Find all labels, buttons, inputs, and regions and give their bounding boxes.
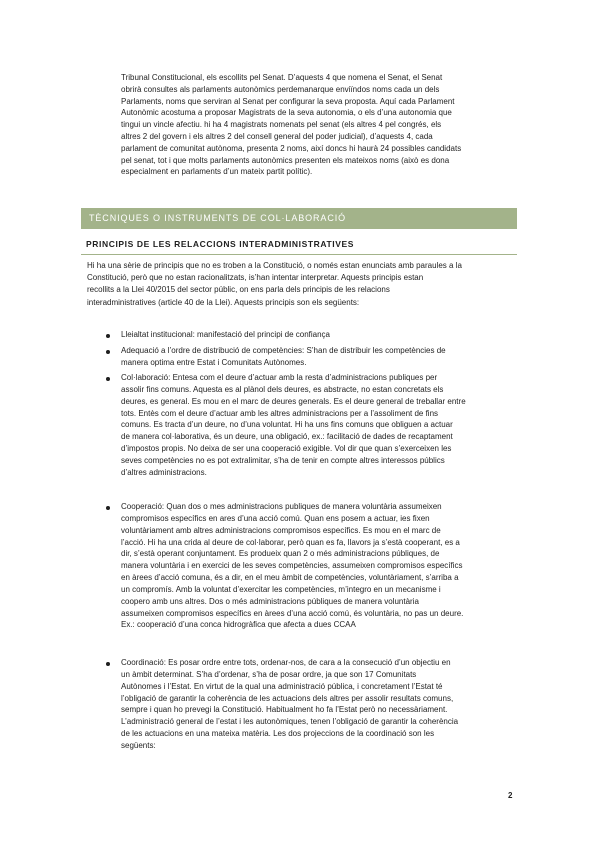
list-item xyxy=(121,329,521,341)
list-item-line: l’acció. Hi ha una crida al deure de col·laborar, però quan es fa, llavors ja s’està cooperant, es a xyxy=(121,537,460,547)
bullet-icon xyxy=(106,506,110,510)
paragraph-line: obrirà consultes als parlaments autonòmics perdemanarque enviïndos noms cada un dels xyxy=(121,84,440,94)
paragraph-line: altres 2 del govern i els altres 2 del consell general del poder judicial), d’aquests 4, cada xyxy=(121,131,433,141)
section-heading xyxy=(81,208,517,229)
paragraph-line: recollits a la Llei 40/2015 del sector públic, on ens parla dels principis de les relacions xyxy=(87,285,390,295)
list-item-line: Autònomes i l’Estat. En virtut de la qual una administració pública, i concretament l’Estat té xyxy=(121,681,443,691)
list-item-line: manera optima entre Estat i Comunitats Autònomes. xyxy=(121,357,307,367)
list-item-line: voluntàriament amb altres administracions compromisos específics. Es mou en el marc de xyxy=(121,525,441,535)
subsection-heading xyxy=(81,236,517,255)
list-item xyxy=(121,372,521,479)
list-item-line: Lleialtat institucional: manifestació del principi de confiança xyxy=(121,330,331,339)
paragraph-line: parlament de comunitat autònoma, presenta 2 noms, així doncs hi haurà 24 possibles candidats xyxy=(121,143,462,153)
list-item xyxy=(121,345,521,369)
section-heading-text: TÈCNIQUES O INSTRUMENTS DE COL·LABORACIÓ xyxy=(89,213,347,223)
top-paragraph xyxy=(121,72,516,178)
list-item xyxy=(121,657,521,752)
paragraph-line: interadministratives (article 40 de la Llei). Aquests principis son els següents: xyxy=(87,297,360,307)
list-item-line: l’obligació de garantir la coherència de les actuacions dels altres per assolir resultats comuns, xyxy=(121,693,454,703)
list-item-line: de manera col·laborativa, és un deure, una obligació, ex.: facilitació de dades de recaptament xyxy=(121,432,453,442)
list-item-line: Cooperació: Quan dos o mes administracions publiques de manera voluntària assumeixen xyxy=(121,502,442,511)
list-item-line: sempre i quan ho prevegi la Constitució. Habitualment ho fa l’Estat però no necessàriament. xyxy=(121,705,448,715)
bullet-icon xyxy=(106,662,110,666)
list-item-line: coopero amb uns altres. Dos o més administracions públiques de manera voluntària xyxy=(121,596,419,606)
list-item-line: seves competències no es pot extralimitar, s’ha de tenir en compte altres interessos públics xyxy=(121,455,445,465)
list-item-line: de les actuacions en una mateixa matèria. Les dos projeccions de la coordinació son les xyxy=(121,729,435,739)
list-item-line: Col·laboració: Entesa com el deure d’actuar amb la resta d’administracions publiques per xyxy=(121,373,438,382)
bullet-icon xyxy=(106,334,110,338)
paragraph-line: especialment en parlaments d’un mateix partit polític). xyxy=(121,167,313,177)
list-item-line: manera voluntària i en exercici de les seves competències, assumeixen compromisos específics xyxy=(121,561,463,571)
bullet-icon xyxy=(106,350,110,354)
intro-paragraph xyxy=(87,260,517,309)
paragraph-line: tingui un vincle afectiu. hi ha 4 magistrats nomenats pel senat (els altres 4 pel congrés, els xyxy=(121,120,442,130)
list-item-line: dir, s’està operant conjuntament. Es produeix quan 2 o més administracions públiques, de xyxy=(121,549,440,559)
paragraph-line: Parlaments, noms que serviran al Senat per configurar la seva proposta. Aquí cada Parlament xyxy=(121,96,455,106)
bullet-icon xyxy=(106,377,110,381)
paragraph-line: Tribunal Constitucional, els escollits pel Senat. D’aquests 4 que nomena el Senat, el Senat xyxy=(121,73,443,82)
list-item xyxy=(121,501,521,631)
page-number: 2 xyxy=(508,791,513,800)
subsection-heading-text: PRINCIPIS DE LES RELACCIONS INTERADMINISTRATIVES xyxy=(86,239,355,249)
paragraph-line: Constitució, però que no estan racionalitzats, is’han intentar interpretar. Aquests principis estan xyxy=(87,273,424,283)
paragraph-line: Autonòmic acostuma a proposar Magistrats de la seva autonomia, o els d’una autonomia que xyxy=(121,108,452,118)
list-item-line: un compromís. Amb la voluntat d’exercitar les competències, m’integro en un mecanisme i xyxy=(121,584,441,594)
list-item-line: assolir fins comuns. Aquesta es al plànol dels deures, es abstracte, no estan concretats els xyxy=(121,384,444,394)
list-item-line: assumeixen compromisos específics en àrees d’una acció comú, és voluntària, no pas un deure. xyxy=(121,608,464,618)
list-item-line: Coordinació: Es posar ordre entre tots, ordenar-nos, de cara a la consecució d’un objectiu en xyxy=(121,658,451,667)
list-item-line: deures, es general. Es mou en el marc de deures generals. Es el deure general de treballar entre xyxy=(121,396,466,406)
list-item-line: Adequació a l’ordre de distribució de competències: S’han de distribuir les competències de xyxy=(121,346,446,355)
paragraph-line: pel senat, tot i que molts parlaments autonòmics presenten els mateixos noms (això es dona xyxy=(121,155,450,165)
list-item-line: tots. Entès com el deure d’actuar amb les altres administracions per a l’assoliment de fins xyxy=(121,408,439,418)
list-item-line: d’impostos propis. No deixa de ser una cooperació exigible. Vol dir que quan s’exerceixen les xyxy=(121,444,452,454)
list-item-line: següents: xyxy=(121,740,156,750)
list-item-line: en àrees d’acció comuna, és a dir, en el meu àmbit de competències, voluntàriament, s’arriba a xyxy=(121,573,459,583)
list-item-line: Ex.: cooperació d’una conca hidrogràfica que afecta a dues CCAA xyxy=(121,620,356,630)
list-item-line: compromisos específics en ares d’una acció comú. Quan ens posem a actuar, ies fixen xyxy=(121,513,430,523)
list-item-line: comuns. Es tracta d’un deure, no d’una voluntat. Hi ha uns fins comuns que obliguen a actuar xyxy=(121,420,453,430)
list-item-line: un àmbit determinat. S’ha d’ordenar, s’ha de posar ordre, ja que son 17 Comunitats xyxy=(121,669,417,679)
paragraph-line: Hi ha una sèrie de principis que no es troben a la Constitució, o només estan enunciats amb paraules a la xyxy=(87,261,462,270)
list-item-line: L’administració general de l’estat i les autonòmiques, tenen l’obligació de garantir la coherència xyxy=(121,717,459,727)
list-item-line: d’altres administracions. xyxy=(121,467,207,477)
